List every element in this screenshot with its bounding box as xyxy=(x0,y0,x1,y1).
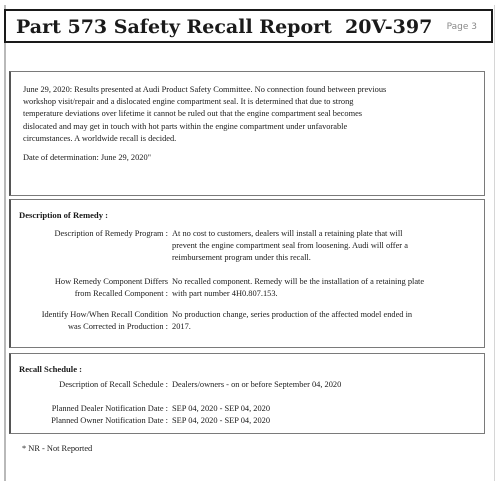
production-correction-label xyxy=(15,309,168,333)
remedy-program-label xyxy=(15,228,168,240)
value-line: No production change, series production of the affected model ended in xyxy=(172,310,413,319)
dealer-notification-label: Planned Dealer Notification Date : xyxy=(51,404,168,413)
value-line: 2017. xyxy=(172,322,191,331)
label-line: Description of Remedy Program : xyxy=(54,229,168,238)
value-line: No recalled component. Remedy will be the installation of a retaining plate xyxy=(172,277,425,286)
schedule-section-title: Recall Schedule : xyxy=(19,364,83,374)
label-line: How Remedy Component Differs xyxy=(54,277,168,286)
report-title: Part 573 Safety Recall Report xyxy=(16,16,332,38)
remedy-program-value xyxy=(172,228,477,264)
owner-notification-value: SEP 04, 2020 - SEP 04, 2020 xyxy=(172,416,271,425)
label-line: from Recalled Component : xyxy=(74,289,168,298)
page-number: Page 3 xyxy=(446,22,477,32)
value-line: reimbursement program under this recall. xyxy=(172,253,311,262)
recall-id: 20V-397 xyxy=(345,16,433,38)
remedy-section-title: Description of Remedy : xyxy=(19,210,109,220)
chronology-line: temperature deviations over lifetime it cannot be ruled out that the engine compartment seal becomes xyxy=(23,109,363,119)
report-header xyxy=(4,9,493,43)
label-line: was Corrected in Production : xyxy=(67,322,168,331)
chronology-line: June 29, 2020: Results presented at Audi Product Safety Committee. No connection found between previous xyxy=(23,85,387,94)
remedy-component-value xyxy=(172,276,477,300)
schedule-description-value: Dealers/owners - on or before September 04, 2020 xyxy=(172,380,342,389)
schedule-box xyxy=(9,353,485,434)
chronology-line: circumstances. A worldwide recall is decided. xyxy=(23,133,177,143)
value-line: prevent the engine compartment seal from loosening. Audi will offer a xyxy=(172,241,408,250)
schedule-description-label: Description of Recall Schedule : xyxy=(59,380,168,389)
production-correction-value xyxy=(172,309,477,333)
determination-date: Date of determination: June 29, 2020" xyxy=(23,153,152,162)
value-line: with part number 4H0.807.153. xyxy=(172,289,278,298)
dealer-notification-value: SEP 04, 2020 - SEP 04, 2020 xyxy=(172,404,271,413)
chronology-line: workshop visit/repair and a dislocated engine compartment seal. It is determined that due to strong xyxy=(23,97,354,107)
remedy-component-label xyxy=(15,276,168,300)
label-line: Identify How/When Recall Condition xyxy=(41,310,168,319)
chronology-box xyxy=(9,71,485,196)
value-line: At no cost to customers, dealers will install a retaining plate that will xyxy=(172,229,403,238)
footnote: * NR - Not Reported xyxy=(22,444,93,453)
chronology-line: dislocated and may get in touch with hot parts within the engine compartment under unfavorable xyxy=(23,121,348,131)
chronology-text xyxy=(23,84,475,145)
remedy-box xyxy=(9,199,485,348)
owner-notification-label: Planned Owner Notification Date : xyxy=(51,416,168,425)
